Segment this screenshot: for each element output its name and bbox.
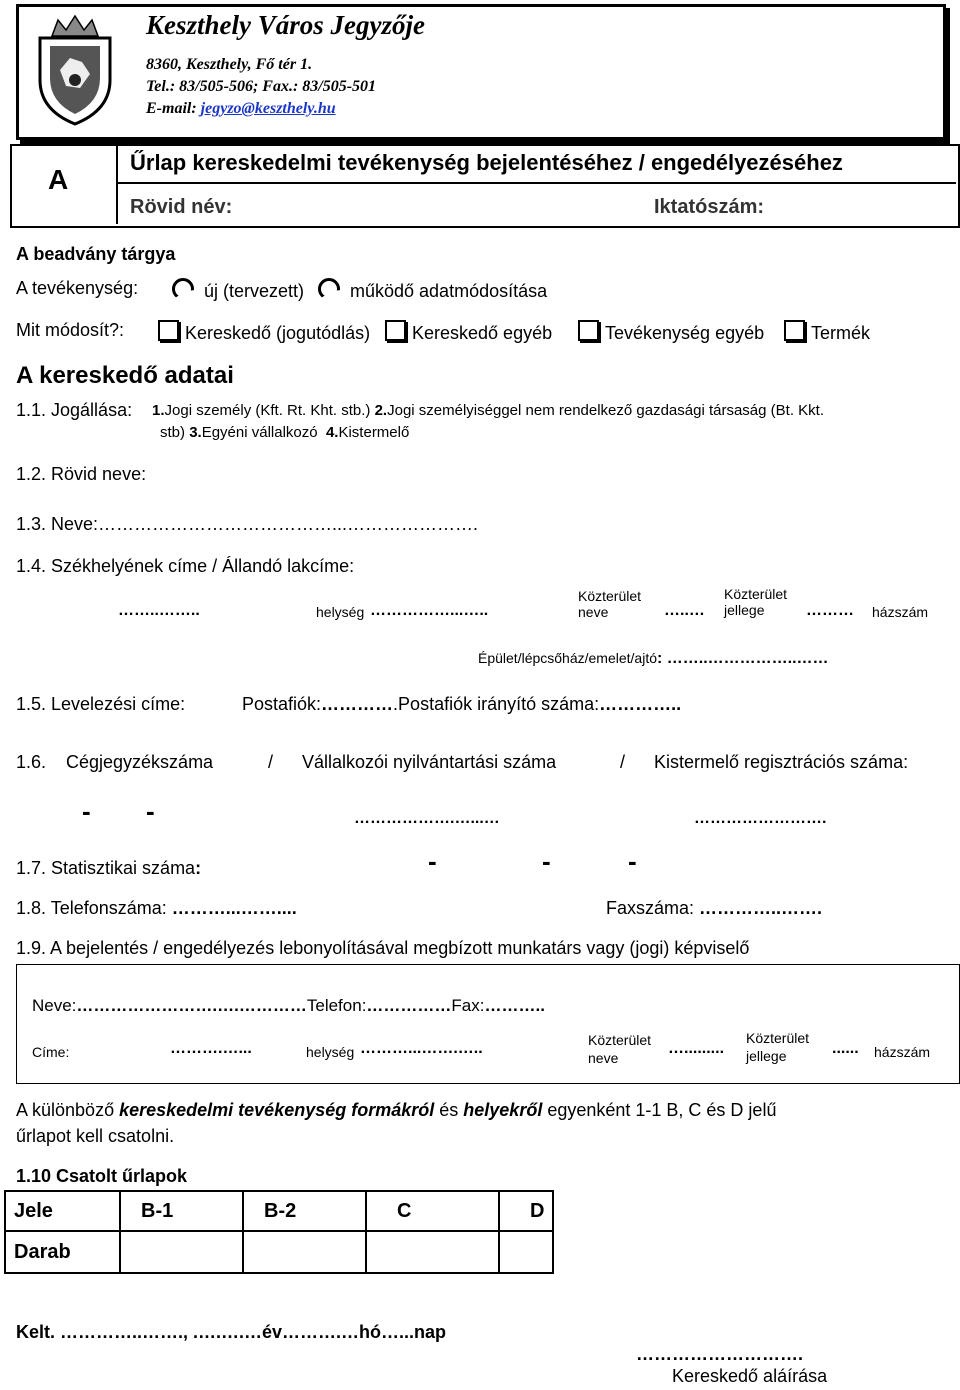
checkbox-icon[interactable] — [385, 320, 406, 341]
rep-hazszam: házszám — [874, 1044, 931, 1060]
fax-field[interactable] — [606, 898, 822, 919]
coat-of-arms-logo — [30, 10, 120, 128]
signature-label: Kereskedő aláírása — [672, 1366, 828, 1386]
stat-dash-2: - — [542, 846, 551, 876]
stat-label-text: 1.7. Statisztikai száma — [16, 858, 196, 878]
note-part5: egyenként 1-1 B, C és D jelű — [542, 1100, 777, 1120]
rep-fax-label: Fax: — [451, 996, 485, 1015]
legal-4: Kistermelő — [338, 424, 410, 441]
radio-icon[interactable] — [172, 278, 194, 300]
reg-dash-1: - — [82, 796, 91, 826]
rep-name-label: Neve: — [32, 996, 77, 1015]
count-input-d[interactable] — [499, 1231, 553, 1273]
form-title: Űrlap kereskedelmi tevékenység bejelentéséhez / engedélyezéséhez — [130, 150, 843, 175]
attached-heading: 1.10 Csatolt űrlapok — [16, 1166, 188, 1186]
authority-title: Keszthely Város Jegyzője — [146, 10, 425, 40]
stat-dash-3: - — [628, 846, 637, 876]
building-label: Épület/lépcsőház/emelet/ajtó — [478, 650, 657, 666]
rep-helyseg: helység — [306, 1044, 355, 1060]
pobox-zip-label: .Postafiók irányító száma: — [393, 694, 600, 714]
seat-dots-3: …..… — [664, 602, 705, 619]
table-cell: Jele — [5, 1191, 120, 1231]
reg-label-entrepreneur: Vállalkozói nyilvántartási száma — [302, 752, 557, 772]
legal-3-num: 3. — [189, 424, 202, 441]
table-cell: B-2 — [243, 1191, 366, 1231]
checkbox-icon[interactable] — [784, 320, 805, 341]
phone-label: 1.8. Telefonszáma: — [16, 898, 167, 918]
option-new-label: új (tervezett) — [204, 281, 305, 301]
seat-dots-1: ……..…….. — [118, 602, 200, 619]
check-3-label: Tevékenység egyéb — [605, 323, 765, 343]
seat-dots-4: ……… — [806, 602, 854, 619]
attached-row-counts — [5, 1231, 553, 1273]
legal-status-label: 1.1. Jogállása: — [16, 400, 133, 420]
seat-label: 1.4. Székhelyének címe / Állandó lakcíme: — [16, 556, 355, 576]
checkbox-icon[interactable] — [578, 320, 599, 341]
legal-2-num: 2. — [374, 402, 388, 419]
pobox-label: Postafiók: — [242, 694, 322, 714]
phone-field[interactable] — [16, 898, 297, 919]
stat-dash-1: - — [428, 846, 437, 876]
rep-neve: neve — [588, 1050, 619, 1066]
seat-helyseg: helység — [316, 604, 365, 620]
count-input-c[interactable] — [366, 1231, 499, 1273]
seat-kozterulet-1: Közterület — [578, 588, 642, 604]
rep-kozterulet-2: Közterület — [746, 1030, 810, 1046]
fax-dots: …………..……. — [694, 898, 823, 918]
note-part3: és — [434, 1100, 464, 1120]
seat-jellege: jellege — [724, 602, 765, 618]
rep-address-label: Címe: — [32, 1044, 70, 1060]
legal-2b: stb) — [160, 424, 186, 441]
legal-1-num: 1. — [152, 402, 165, 419]
stat-label — [16, 858, 201, 879]
rep-dots-2: ………...…….….. — [360, 1040, 483, 1057]
form-title-divider — [118, 182, 956, 184]
reg-label-slash-2: / — [620, 752, 626, 772]
check-2-label: Kereskedő egyéb — [412, 323, 553, 343]
rep-name-dots: …………………….….………… — [76, 996, 307, 1015]
count-input-b2[interactable] — [243, 1231, 366, 1273]
authority-phone: Tel.: 83/505-506; Fax.: 83/505-501 — [146, 78, 377, 95]
legal-1: Jogi személy (Kft. Rt. Kht. stb.) — [164, 402, 371, 419]
seat-neve: neve — [578, 604, 609, 620]
merchant-heading: A kereskedő adatai — [16, 362, 234, 389]
mail-label: 1.5. Levelezési címe: — [16, 694, 186, 714]
form-letter: A — [48, 164, 69, 195]
rep-box — [16, 964, 960, 1084]
fax-label: Faxszáma: — [606, 898, 695, 918]
note-line2: űrlapot kell csatolni. — [16, 1126, 175, 1146]
name-dots: …………………………………...…………………. — [98, 514, 479, 534]
reg-label-producer: Kistermelő regisztrációs száma: — [654, 752, 909, 772]
rep-jellege: jellege — [746, 1048, 787, 1064]
table-cell: D — [499, 1191, 553, 1231]
rep-phone-label: Telefon: — [306, 996, 367, 1015]
check-1-label: Kereskedő (jogutódlás) — [185, 323, 371, 343]
check-4-label: Termék — [811, 323, 871, 343]
option-modify[interactable] — [318, 278, 547, 302]
reg-dots-2: ……………………. — [694, 810, 827, 827]
activity-label: A tevékenység: — [16, 278, 139, 298]
note-part2: kereskedelmi tevékenység formákról — [119, 1100, 435, 1120]
option-modify-label: működő adatmódosítása — [350, 281, 548, 301]
rep-contact-row[interactable] — [32, 996, 545, 1016]
check-merchant-succession[interactable] — [158, 320, 370, 344]
building-field[interactable] — [478, 650, 829, 668]
table-cell: C — [366, 1191, 499, 1231]
rep-dots-4: ...... — [832, 1040, 859, 1057]
pobox-dots: ………… — [321, 694, 394, 714]
attached-row-codes — [5, 1191, 553, 1231]
legal-status-line1 — [152, 402, 824, 419]
legal-2: Jogi személyiséggel nem rendelkező gazdasági társaság (Bt. Kkt. — [387, 402, 824, 419]
modify-label: Mit módosít?: — [16, 320, 125, 340]
note-line1 — [16, 1100, 776, 1121]
email-link[interactable]: jegyzo@keszthely.hu — [200, 100, 336, 117]
check-product[interactable] — [784, 320, 870, 344]
reg-label-company: Cégjegyzékszáma — [66, 752, 214, 772]
checkbox-icon[interactable] — [158, 320, 179, 341]
legal-status-line2 — [160, 424, 409, 441]
reg-label-num: 1.6. — [16, 752, 47, 772]
signature-dots: ………………………. — [636, 1344, 804, 1364]
count-input-b1[interactable] — [120, 1231, 243, 1273]
note-part4: helyekről — [463, 1100, 543, 1120]
rep-heading: 1.9. A bejelentés / engedélyezés lebonyolításával megbízott munkatárs vagy (jogi) képviselő — [16, 938, 750, 958]
phone-dots: ………...…….... — [166, 898, 297, 918]
rep-dots-3: …......... — [668, 1040, 725, 1057]
rep-phone-dots: …………… — [366, 996, 452, 1015]
legal-3: Egyéni vállalkozó — [201, 424, 318, 441]
reg-number-label: Iktatószám: — [654, 196, 765, 218]
rep-dots-1: ……….…... — [170, 1040, 252, 1057]
rep-fax-dots: ……….. — [484, 996, 545, 1015]
rep-kozterulet-1: Közterület — [588, 1032, 652, 1048]
attached-table — [4, 1190, 554, 1274]
short-name-label: Rövid név: — [130, 196, 233, 218]
legal-4-num: 4. — [325, 424, 339, 441]
email-label: E-mail: — [146, 100, 201, 117]
subject-heading: A beadvány tárgya — [16, 244, 176, 264]
authority-address: 8360, Keszthely, Fő tér 1. — [146, 56, 313, 73]
building-dots: : ……..……………..…… — [657, 650, 829, 667]
note-part1: A különböző — [16, 1100, 120, 1120]
seat-hazszam: házszám — [872, 604, 929, 620]
table-cell: Darab — [5, 1231, 120, 1273]
table-cell: B-1 — [120, 1191, 243, 1231]
option-new[interactable] — [172, 278, 304, 302]
reg-dash-2: - — [146, 796, 155, 826]
reg-label-slash-1: / — [268, 752, 274, 772]
stat-colon: : — [195, 858, 202, 878]
name-label: 1.3. Neve: — [16, 514, 99, 534]
name-field[interactable] — [16, 514, 478, 535]
check-activity-other[interactable] — [578, 320, 764, 344]
seat-dots-2: ……………...….. — [370, 602, 489, 619]
date-line[interactable]: Kelt. …………..……., .….….…év……….…hó…...nap — [16, 1322, 447, 1342]
pobox-field[interactable] — [242, 694, 681, 715]
short-name-field-label: 1.2. Rövid neve: — [16, 464, 147, 484]
check-merchant-other[interactable] — [385, 320, 552, 344]
pobox-zip-dots: ………….. — [599, 694, 682, 714]
authority-email-row — [146, 100, 336, 118]
reg-dots-1: ……………….…...… — [354, 810, 500, 827]
radio-icon[interactable] — [318, 278, 340, 300]
seat-kozterulet-2: Közterület — [724, 586, 788, 602]
